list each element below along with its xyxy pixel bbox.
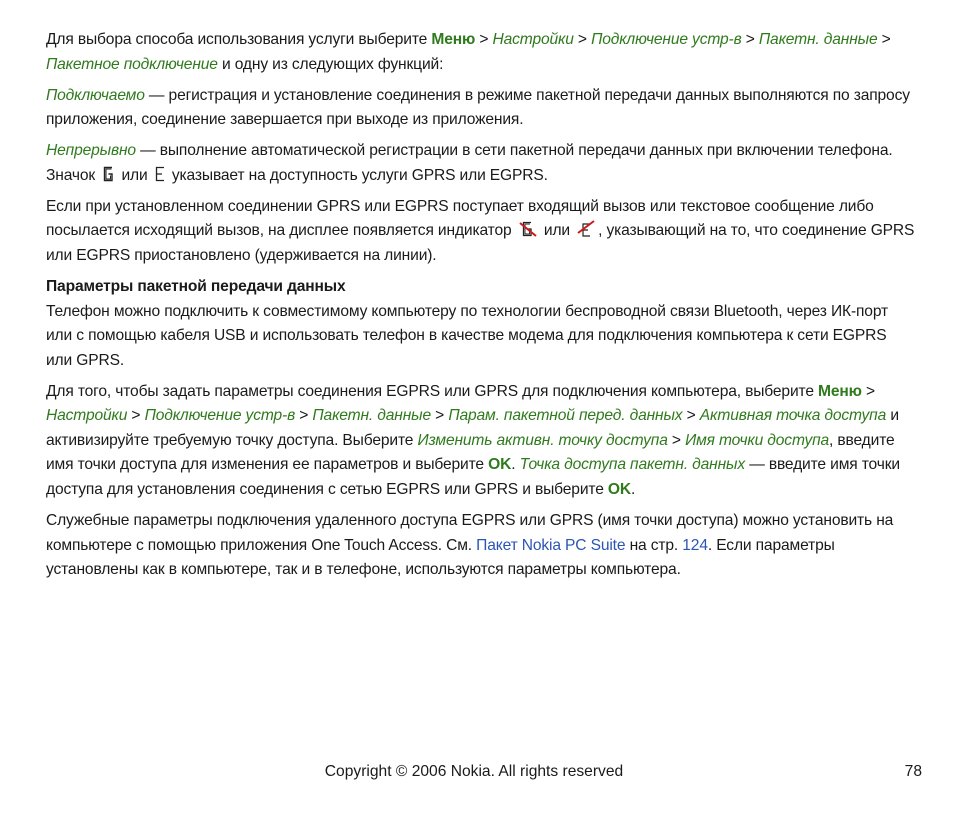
packet-data-keyword: Пакетн. данные — [312, 407, 431, 425]
setup-text: . — [511, 456, 520, 474]
path-separator: > — [295, 407, 313, 425]
edit-access-point-keyword: Изменить активн. точку доступа — [417, 431, 668, 449]
connectivity-keyword: Подключение устр-в — [144, 407, 296, 425]
option-on-demand — [46, 84, 916, 133]
settings-keyword: Настройки — [492, 31, 574, 48]
always-online-keyword: Непрерывно — [46, 142, 136, 160]
packet-access-point-keyword: Точка доступа пакетн. данных — [519, 456, 746, 474]
connectivity-keyword: Подключение устр-в — [591, 31, 742, 48]
menu-keyword: Меню — [818, 382, 862, 400]
service-paragraph — [46, 509, 916, 583]
packet-data-keyword: Пакетн. данные — [758, 31, 878, 48]
page-content — [46, 28, 916, 589]
access-point-name-keyword: Имя точки доступа — [685, 431, 830, 449]
copyright-notice: Copyright © 2006 Nokia. All rights reserved — [324, 763, 624, 780]
section-heading: Параметры пакетной передачи данных — [46, 277, 346, 295]
path-separator: > — [573, 31, 592, 48]
path-separator: > — [682, 407, 700, 425]
active-access-point-keyword: Активная точка доступа — [699, 407, 887, 425]
packet-connection-keyword: Пакетное подключение — [46, 55, 218, 73]
path-separator: > — [877, 31, 891, 48]
on-demand-description: — регистрация и установление соединения в режиме пакетной передачи данных выполняются по запросу приложения, соединение завершается при выходе из приложения. — [46, 86, 910, 129]
availability-text: указывает на доступность услуги GPRS или EGPRS. — [167, 166, 548, 184]
path-separator: > — [430, 407, 449, 425]
setup-text: , введите имя точки доступа для изменения ее параметров и выберите — [46, 431, 895, 474]
service-text: Служебные параметры подключения удаленного доступа EGPRS или GPRS (имя точки доступа) можно установить на компьютере с помощью приложения One Touch Access. См. — [46, 512, 894, 554]
on-hold-paragraph — [46, 195, 916, 269]
page-footer — [0, 760, 954, 784]
settings-keyword: Настройки — [46, 407, 128, 425]
egprs-available-icon — [154, 164, 166, 184]
path-separator: > — [127, 407, 145, 425]
path-separator: > — [861, 382, 875, 400]
service-text: на стр. — [625, 536, 683, 554]
page-reference-link[interactable]: 124 — [682, 536, 708, 554]
gprs-on-hold-icon — [518, 219, 538, 239]
intro-text: Для выбора способа использования услуги выберите — [46, 31, 432, 48]
packet-data-settings-keyword: Парам. пакетной перед. данных — [448, 407, 683, 425]
service-text-end: . Если параметры установлены как в компьютере, так и в телефоне, используются параметры компьютера. — [46, 536, 835, 579]
egprs-on-hold-icon — [576, 219, 596, 239]
setup-text: Для того, чтобы задать параметры соединения EGPRS или GPRS для подключения компьютера, выберите — [46, 382, 819, 400]
path-separator: > — [475, 31, 493, 48]
ok-keyword: OK — [488, 456, 512, 474]
path-separator: > — [667, 431, 686, 449]
icon-or-text: или — [117, 166, 152, 184]
always-online-description: — выполнение автоматической регистрации в сети пакетной передачи данных при включении телефона. Значок — [46, 142, 893, 184]
path-separator: > — [741, 31, 759, 48]
on-hold-text-end: , указывающий на то, что соединение GPRS или EGPRS приостановлено (удерживается на линии). — [46, 222, 915, 264]
setup-text: — введите имя точки доступа для установления соединения с сетью EGPRS или GPRS и выберите — [46, 456, 900, 499]
menu-keyword: Меню — [431, 31, 476, 48]
intro-text-end: и одну из следующих функций: — [217, 55, 444, 73]
intro-paragraph — [46, 28, 916, 77]
ok-keyword: OK — [607, 481, 632, 499]
on-hold-text: Если при установленном соединении GPRS или EGPRS поступает входящий вызов или текстовое сообщение либо посылается исходящий вызов, на дисплее появляется индикатор — [46, 197, 874, 240]
option-always-online — [46, 139, 916, 188]
icon-or-text: или — [539, 222, 575, 240]
setup-text-end: . — [631, 481, 636, 499]
pc-suite-link[interactable]: Пакет Nokia PC Suite — [476, 536, 626, 554]
page-number: 78 — [904, 763, 922, 780]
modem-paragraph: Телефон можно подключить к совместимому компьютеру по технологии беспроводной связи Bluetooth, через ИК-порт или с помощью кабеля USB и использовать телефон в качестве модема для подключения компьютера к сети EGPRS или GPRS. — [46, 302, 888, 369]
gprs-available-icon — [101, 164, 115, 184]
setup-text: и активизируйте требуемую точку доступа. Выберите — [46, 407, 899, 449]
on-demand-keyword: Подключаемо — [46, 86, 145, 104]
setup-paragraph — [46, 380, 916, 503]
